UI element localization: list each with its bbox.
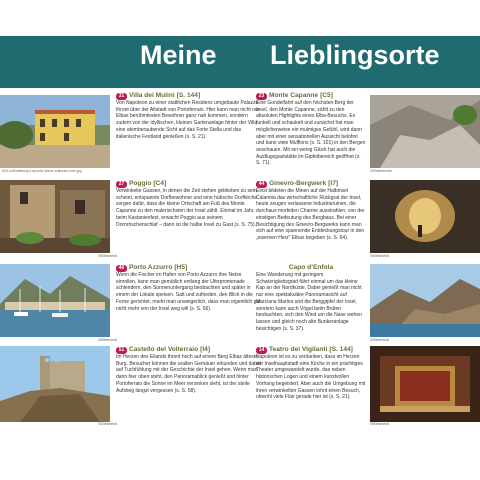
top-margin (0, 0, 480, 36)
entry-ref: [I7] (328, 180, 339, 187)
entry-heading (256, 264, 366, 272)
photo-credit: 200dsbemedk (370, 169, 392, 173)
entry-ref: [H5] (174, 264, 188, 271)
entry-title: Ginevro-Bergwerk (269, 180, 327, 187)
photo-credit: 095ibemedk (370, 422, 390, 426)
entry-number-badge: 27 (116, 181, 127, 188)
entry-heading (256, 92, 366, 100)
photo-credit: 095ibemedk (370, 254, 390, 258)
monte-capanne-photo (370, 95, 480, 168)
entry-title: Capo d’Enfola (288, 264, 334, 271)
entry-heading (116, 264, 261, 272)
entry-number-badge: 14 (256, 347, 267, 354)
entry-porto-azzurro (116, 264, 261, 348)
entry-text: Eine Gondelfahrt auf den höchsten Berg der Insel, den Monte Capanne, zählt zu den absoluten Highlights eines Elba-Besuchs. Es funkelt und schaukelt und zunächst hat man möglicherweise ein mulmiges Gefühl, wird dann aber mit einer sensationellen Aussicht belohnt und kann viele Mufflons (s. S. 101) in den Bergen anschauen. Mit ein wenig Glück hat auch die Ausflugsgaststätte im Gipfelbereich geöffnet (s. S. 71). (256, 100, 366, 167)
ginevro-bergwerk-photo (370, 180, 480, 253)
entry-ginevro-bergwerk (256, 180, 366, 264)
entry-title: Poggio (129, 180, 152, 187)
entry-number-badge: 40 (116, 265, 127, 272)
entry-ref: [C5] (320, 92, 333, 99)
entry-heading (116, 346, 261, 354)
entry-ref: [S. 144] (329, 346, 353, 353)
entry-ref: [I4] (200, 346, 211, 353)
photo-credit: 005ibemedk (370, 338, 390, 342)
entry-title: Villa dei Mulini (129, 92, 175, 99)
entry-castello-del-volterraio (116, 346, 261, 436)
entry-ref: [S. 144] (176, 92, 201, 99)
entry-heading (256, 180, 366, 188)
entry-heading (256, 346, 366, 354)
entry-title: Teatro dei Vigilanti (269, 346, 328, 353)
entry-text: Verwinkelte Gassen, in denen die Zeit stehen geblieben zu sein scheint, entspannte Dorfbewohner und eine hübsche Dorfkirche sorgen dafür, dass die kleine Ortschaft am Fuß des Monte Capanne zu den malerischsten der Insel zählt. Einmal im Jahr, beim Kastanienfest, erwacht Poggio aus seinem Dornröschenschlaf – dann ist die halbe Insel zu Gast (s. S. 75). (116, 188, 258, 228)
entry-text: Einst bildeten die Minen auf der Halbinsel Calamita das wirtschaftliche Rückgrat der Insel, heute zeugen verlassene Industrieruinen, die durchaus morbiden Charme ausstrahlen, von der einstigen Bedeutung des Bergbaus. Bei einer Besichtigung des Ginevro-Bergwerks kann man sich auf eine spannende Entdeckungstour in den „eisernen Herz“ Elbas begeben (s. S. 64). (256, 188, 365, 241)
entry-heading (116, 180, 261, 188)
photo-credit: 095ibemedk (98, 338, 118, 342)
entry-number-badge: 23 (256, 93, 267, 100)
entry-text: Eine Wanderung mit geringem Schwierigkeitsgrad führt einmal um das kleine Kap an der Nordküste. Dabei genießt man nicht nur eine spektakuläre Panoramasicht auf Marciana Marina und die Berggipfel der Insel, sondern kann auch Vögel beim Brüten beobachten, sich den Wind um die Nase wehen lassen und gleich noch alte Bunkeranlage besichtigen (s. S. 37). (256, 272, 362, 332)
entry-number-badge: 51 (116, 347, 127, 354)
porto-azzurro-photo (0, 264, 110, 337)
entry-monte-capanne (256, 92, 366, 176)
photo-credit: 003ibemedk (98, 422, 118, 426)
entry-heading (116, 92, 261, 100)
teatro-dei-vigilanti-photo (370, 346, 480, 422)
banner-title-left: Meine (140, 40, 217, 70)
entry-title: Porto Azzurro (129, 264, 173, 271)
entry-number-badge: 31 (116, 93, 127, 100)
capo-denfola-photo (370, 264, 480, 337)
poggio-photo (0, 180, 110, 253)
entry-title: Castello del Volterraio (129, 346, 199, 353)
entry-teatro-dei-vigilanti (256, 346, 366, 436)
entry-text: Napoleon ist es zu verdanken, dass im Herzen der Inselhauptstadt eine Kirche in ein prächtiges Theater umgewandelt wurde, das neben historischen Logen und einem kunstvollen Vorhang begeistert. Aber auch die Umgebung mit ihren verwinkelten Gassen lohnt einen Besuch, obwohl viele Flair gerade hier ist (s. S. 21). (256, 354, 366, 401)
photo-credit: 095ibemedk (98, 254, 118, 258)
entry-ref: [C4] (153, 180, 167, 187)
photo-credit: S01-xxEinleitung-Kap.indd lizenz ostkontor.com.jpg (2, 169, 82, 173)
entry-number-badge: 44 (256, 181, 267, 188)
entry-text: Von Napoleon zu einer stattlichen Residenz umgebaute Palazzo thront über der Altstadt von Portoferraio. Hier kann man nicht nur Elbas berühmtesten Bewohner ganz nah kommen, sondern zudem von der idyllischen, kleinen Gartenanlage hinter der Villa eine atemberaubende Sicht auf das Forte Stella und das italienische Festland genießen (s. S. 21). (116, 100, 260, 140)
entry-text: Wenn die Fischer im Hafen von Porto Azzurro ihre Netze einrollen, kann man gemütlich entlang der Uferpromenade schlendern, den Sonnenuntergang beobachten und später in einem der Lokale speisen. Satt und zufrieden, den Blick in die Ferne gerichtet, merkt man unweigerlich, dass man eigentlich gar nicht mehr von der Insel weg will (s. S. 56). (116, 272, 261, 312)
entry-villa-dei-mulini (116, 92, 261, 176)
entry-title: Monte Capanne (269, 92, 319, 99)
entry-text: Im Herzen des Eilands thront hoch auf einem Berg Elbas älteste Burg. Besucher können die uralten Gemäuer erkunden und dabei auf Tuchfühlung mit der Geschichte der Insel gehen. Wenn man dann hier oben steht, den Panoramablick genießt und hinter Portoferraio die Sonne im Meer versinken sieht, ist der steile Aufstieg längst vergessen (s. S. 58). (116, 354, 261, 394)
entry-poggio (116, 180, 261, 264)
villa-dei-mulini-photo (0, 95, 110, 168)
banner-title-right: Lieblingsorte (270, 40, 440, 70)
castello-del-volterraio-photo (0, 346, 110, 422)
entry-capo-denfola (256, 264, 366, 348)
